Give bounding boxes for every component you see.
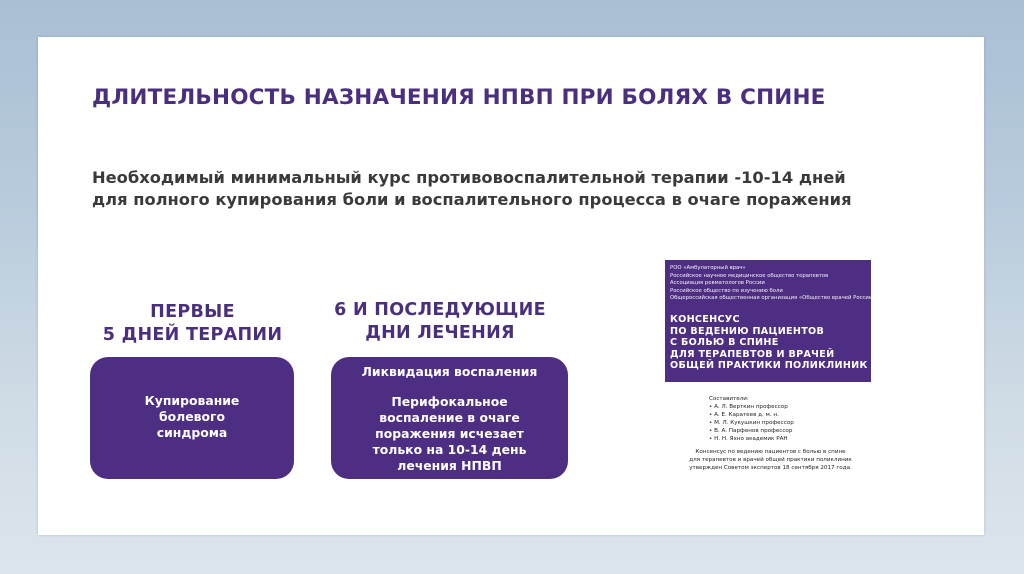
slide-title: ДЛИТЕЛЬНОСТЬ НАЗНАЧЕНИЯ НПВП ПРИ БОЛЯХ В СПИНЕ [92,85,826,110]
author-item: • Н. Н. Яхно академик РАН [709,436,788,442]
box-text-line: поражения исчезает [375,426,524,441]
box-text-line: Перифокальное [391,394,508,409]
first-days-heading [90,301,295,347]
box-text-line: только на 10-14 день [372,442,527,457]
slide [38,37,984,535]
author-item: • А. Л. Верткин профессор [709,404,788,410]
box-text-line: болевого [159,409,225,424]
cover-org-line: Ассоциация ревматологов России [670,280,765,287]
cover-title-line: ДЛЯ ТЕРАПЕВТОВ И ВРАЧЕЙ [670,348,835,360]
box-text-line: Купирование [144,393,240,408]
inflammation-box [331,357,568,479]
approval-note-line: утвержден Советом экспертов 18 сентября 2017 года. [689,465,852,471]
cover-org-line: РОО «Амбулаторный врач» [670,265,746,271]
subtitle-line-2: для полного купирования боли и воспалительного процесса в очаге поражения [92,190,852,209]
cover-title-line: ОБЩЕЙ ПРАКТИКИ ПОЛИКЛИНИК [670,360,868,372]
cover-title-line: ПО ВЕДЕНИЮ ПАЦИЕНТОВ [670,325,825,337]
inflammation-box-heading: Ликвидация воспаления [361,364,538,379]
approval-note-line: для терапевтов и врачей общей практики поликлиник [689,457,852,463]
cover-title [670,314,866,372]
cover-org-line: Российское научное медицинское общество терапевтов [670,272,829,279]
first-days-heading-line: 5 ДНЕЙ ТЕРАПИИ [102,325,283,345]
approval-note [678,448,863,472]
later-days-heading-line: ДНИ ЛЕЧЕНИЯ [365,323,515,343]
authors-list [709,395,859,443]
cover-title-line: С БОЛЬЮ В СПИНЕ [670,337,779,349]
author-item: • М. Л. Кукушкин профессор [709,420,794,426]
authors-heading: Составители: [709,396,749,402]
cover-org-line: Российское общество по изучению боли [670,287,783,294]
author-item: • А. Е. Каратеев д. м. н. [709,412,779,418]
box-text-line: синдрома [156,425,228,440]
later-days-heading-line: 6 И ПОСЛЕДУЮЩИЕ [334,300,546,320]
box-text-line: лечения НПВП [397,458,502,473]
subtitle [92,167,962,211]
author-item: • В. А. Парфенов профессор [709,428,793,434]
pain-relief-box [90,357,294,479]
box-text-line: воспаление в очаге [379,410,520,425]
approval-note-line: Консенсус по ведению пациентов с болью в спине [695,449,846,455]
cover-org-line: Общероссийская общественная организация «Общество врачей России» [670,295,876,302]
later-days-heading [320,299,560,345]
cover-title-line: КОНСЕНСУС [670,313,740,325]
consensus-cover [665,260,876,382]
subtitle-line-1: Необходимый минимальный курс противовоспалительной терапии -10-14 дней [92,168,846,187]
first-days-heading-line: ПЕРВЫЕ [150,302,235,322]
